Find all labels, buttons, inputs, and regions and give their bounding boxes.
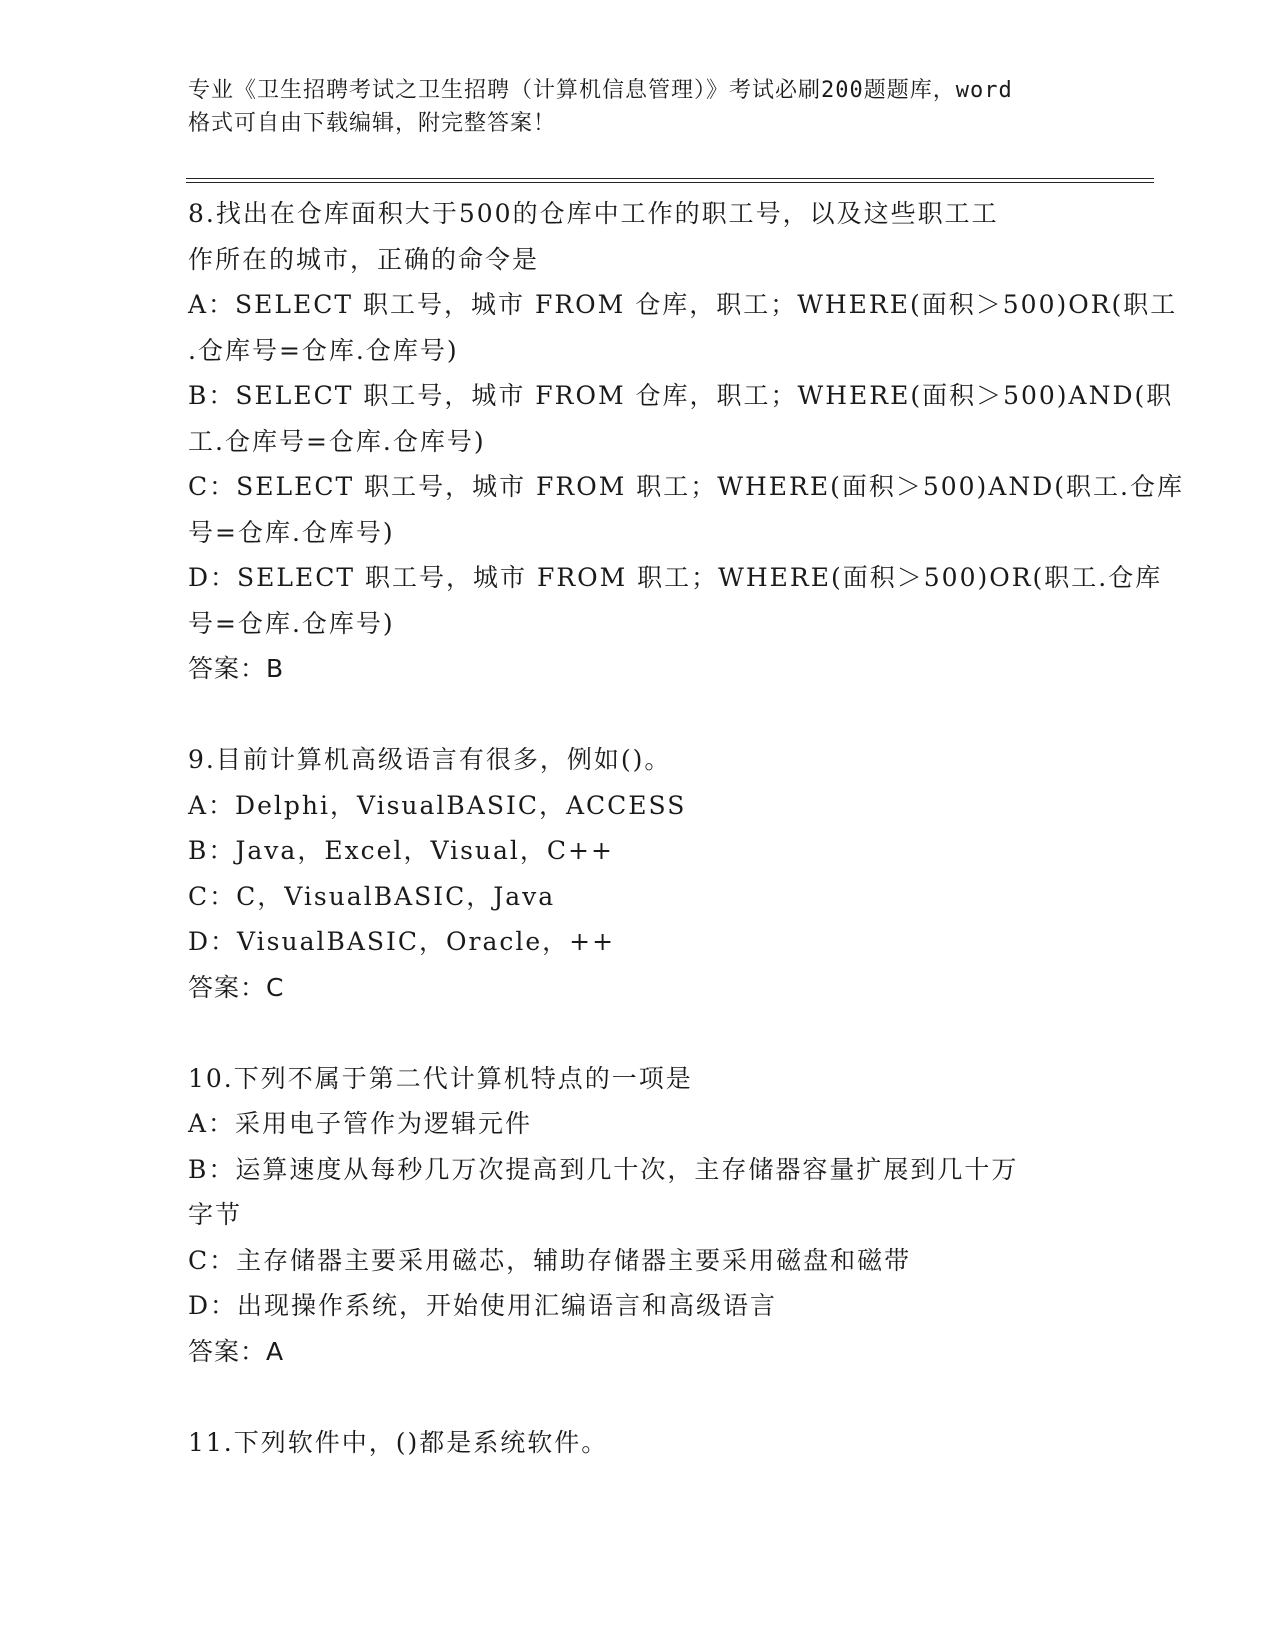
option-b: B：SELECT 职工号，城市 FROM 仓库，职工；WHERE(面积＞500)AND(职 — [188, 381, 1174, 410]
option-c: 号=仓库.仓库号) — [188, 517, 395, 547]
document-header — [188, 74, 1088, 140]
header-line-1: 专业《卫生招聘考试之卫生招聘（计算机信息管理）》考试必刷200题题库，word — [188, 78, 1013, 103]
header-line-2: 格式可自由下载编辑，附完整答案！ — [188, 111, 557, 136]
question-spacer — [188, 1010, 1078, 1056]
answer-line: 答案：C — [188, 972, 285, 1002]
option-b: 字节 — [188, 1200, 243, 1229]
question-block — [188, 1056, 1078, 1375]
question-spacer — [188, 1374, 1078, 1420]
option-b: 工.仓库号=仓库.仓库号) — [188, 426, 486, 456]
question-text: 10.下列不属于第二代计算机特点的一项是 — [188, 1063, 693, 1093]
question-block — [188, 1420, 1078, 1466]
option-d: D：VisualBASIC，Oracle，++ — [188, 927, 616, 956]
question-text: 作所在的城市，正确的命令是 — [188, 244, 540, 274]
question-text: 9.目前计算机高级语言有很多，例如()。 — [188, 745, 672, 774]
option-d: D：出现操作系统，开始使用汇编语言和高级语言 — [188, 1291, 778, 1320]
option-c: C：SELECT 职工号，城市 FROM 职工；WHERE(面积＞500)AND(职工.仓库 — [188, 472, 1184, 501]
answer-line: 答案：B — [188, 654, 285, 683]
question-text: 11.下列软件中，()都是系统软件。 — [188, 1427, 609, 1457]
header-divider-bottom — [186, 182, 1154, 183]
question-text: 8.找出在仓库面积大于500的仓库中工作的职工号，以及这些职工工 — [188, 199, 999, 228]
option-a: A：采用电子管作为逻辑元件 — [188, 1109, 533, 1138]
option-c: C：C，VisualBASIC，Java — [188, 881, 556, 911]
option-d: D：SELECT 职工号，城市 FROM 职工；WHERE(面积＞500)OR(职工.仓库 — [188, 563, 1163, 592]
question-list — [188, 191, 1184, 1465]
option-c: C：主存储器主要采用磁芯，辅助存储器主要采用磁盘和磁带 — [188, 1245, 912, 1275]
header-divider-top — [186, 178, 1154, 179]
question-block — [188, 737, 1078, 1010]
option-a: A：SELECT 职工号，城市 FROM 仓库，职工；WHERE(面积＞500)OR(职工 — [188, 290, 1178, 319]
option-b: B：运算速度从每秒几万次提高到几十次，主存储器容量扩展到几十万 — [188, 1154, 1019, 1184]
question-spacer — [188, 692, 1078, 738]
option-a: .仓库号=仓库.仓库号) — [188, 335, 459, 365]
option-b: B：Java，Excel，Visual，C++ — [188, 836, 614, 865]
answer-line: 答案：A — [188, 1336, 285, 1366]
option-d: 号=仓库.仓库号) — [188, 608, 395, 638]
option-a: A：Delphi，VisualBASIC，ACCESS — [188, 790, 687, 820]
question-block — [188, 191, 1184, 692]
